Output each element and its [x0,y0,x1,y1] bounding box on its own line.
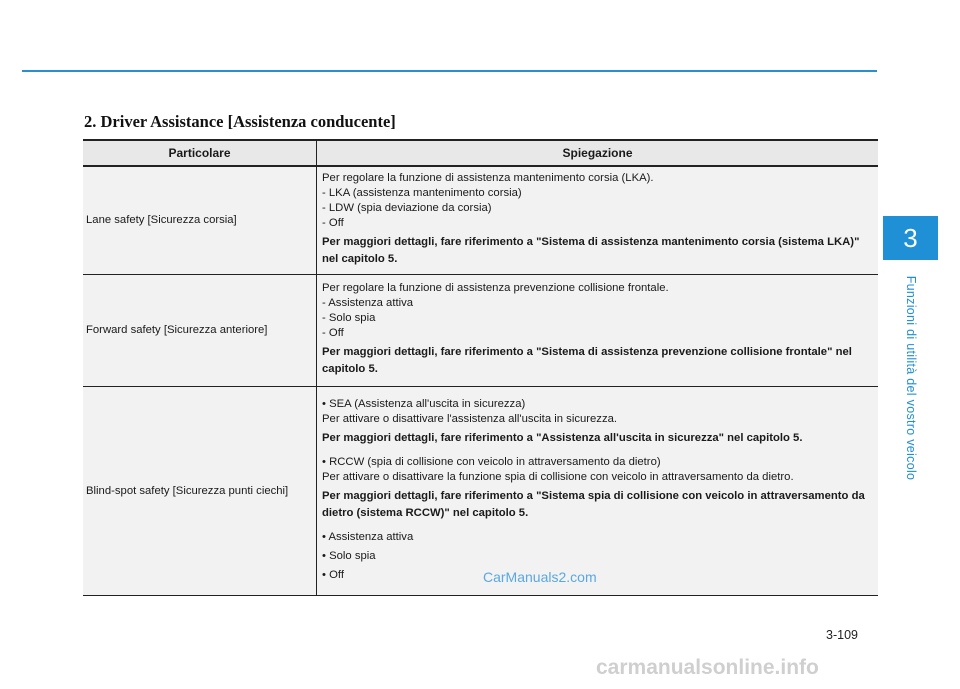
reference-note: Per maggiori dettagli, fare riferimento a "Sistema di assistenza prevenzione collisione frontale" nel capitolo 5. [322,346,852,375]
option-line: - LKA (assistenza mantenimento corsia) [322,187,522,199]
sea-reference: Per maggiori dettagli, fare riferimento a "Assistenza all'uscita in sicurezza" nel capitolo 5. [322,432,803,444]
table-row [83,387,878,596]
rccw-reference: Per maggiori dettagli, fare riferimento a "Sistema spia di collisione con veicolo in attraversamento da dietro (sistema RCCW)" nel capitolo 5. [322,490,865,519]
option-line: - Assistenza attiva [322,297,414,309]
footer-watermark: carmanualsonline.info [596,656,819,679]
reference-note: Per maggiori dettagli, fare riferimento a "Sistema di assistenza mantenimento corsia (sistema LKA)" nel capitolo 5. [322,236,860,265]
item-lane-safety: Lane safety [Sicurezza corsia] [83,166,317,275]
settings-table [83,139,878,596]
description-line: Per regolare la funzione di assistenza prevenzione collisione frontale. [322,282,669,294]
option-solo-spia: • Solo spia [322,550,376,562]
watermark-link[interactable]: CarManuals2.com [483,569,597,585]
table-row [83,166,878,275]
header-spiegazione: Spiegazione [317,140,879,166]
option-line: - Solo spia [322,312,376,324]
table-row [83,275,878,387]
explanation-blind-spot-safety [317,387,879,596]
top-rule [22,70,877,72]
sea-title: • SEA (Assistenza all'uscita in sicurezza) [322,398,526,410]
chapter-title: Funzioni di utilità del vostro veicolo [904,275,918,481]
rccw-description: Per attivare o disattivare la funzione spia di collisione con veicolo in attraversamento da dietro. [322,471,794,483]
description-line: Per regolare la funzione di assistenza mantenimento corsia (LKA). [322,172,654,184]
section-title: 2. Driver Assistance [Assistenza conducente] [84,112,396,131]
item-forward-safety: Forward safety [Sicurezza anteriore] [83,275,317,387]
chapter-tab: 3 [883,216,938,260]
header-particolare: Particolare [83,140,317,166]
sea-description: Per attivare o disattivare l'assistenza all'uscita in sicurezza. [322,413,618,425]
rccw-title: • RCCW (spia di collisione con veicolo in attraversamento da dietro) [322,456,661,468]
explanation-lane-safety [317,166,879,275]
option-off: • Off [322,569,344,581]
option-assistenza-attiva: • Assistenza attiva [322,531,414,543]
page-number: 3-109 [826,628,858,642]
table-header-row [83,140,878,166]
explanation-forward-safety [317,275,879,387]
option-line: - LDW (spia deviazione da corsia) [322,202,492,214]
option-line: - Off [322,217,344,229]
option-line: - Off [322,327,344,339]
item-blind-spot-safety: Blind-spot safety [Sicurezza punti ciechi] [83,387,317,596]
